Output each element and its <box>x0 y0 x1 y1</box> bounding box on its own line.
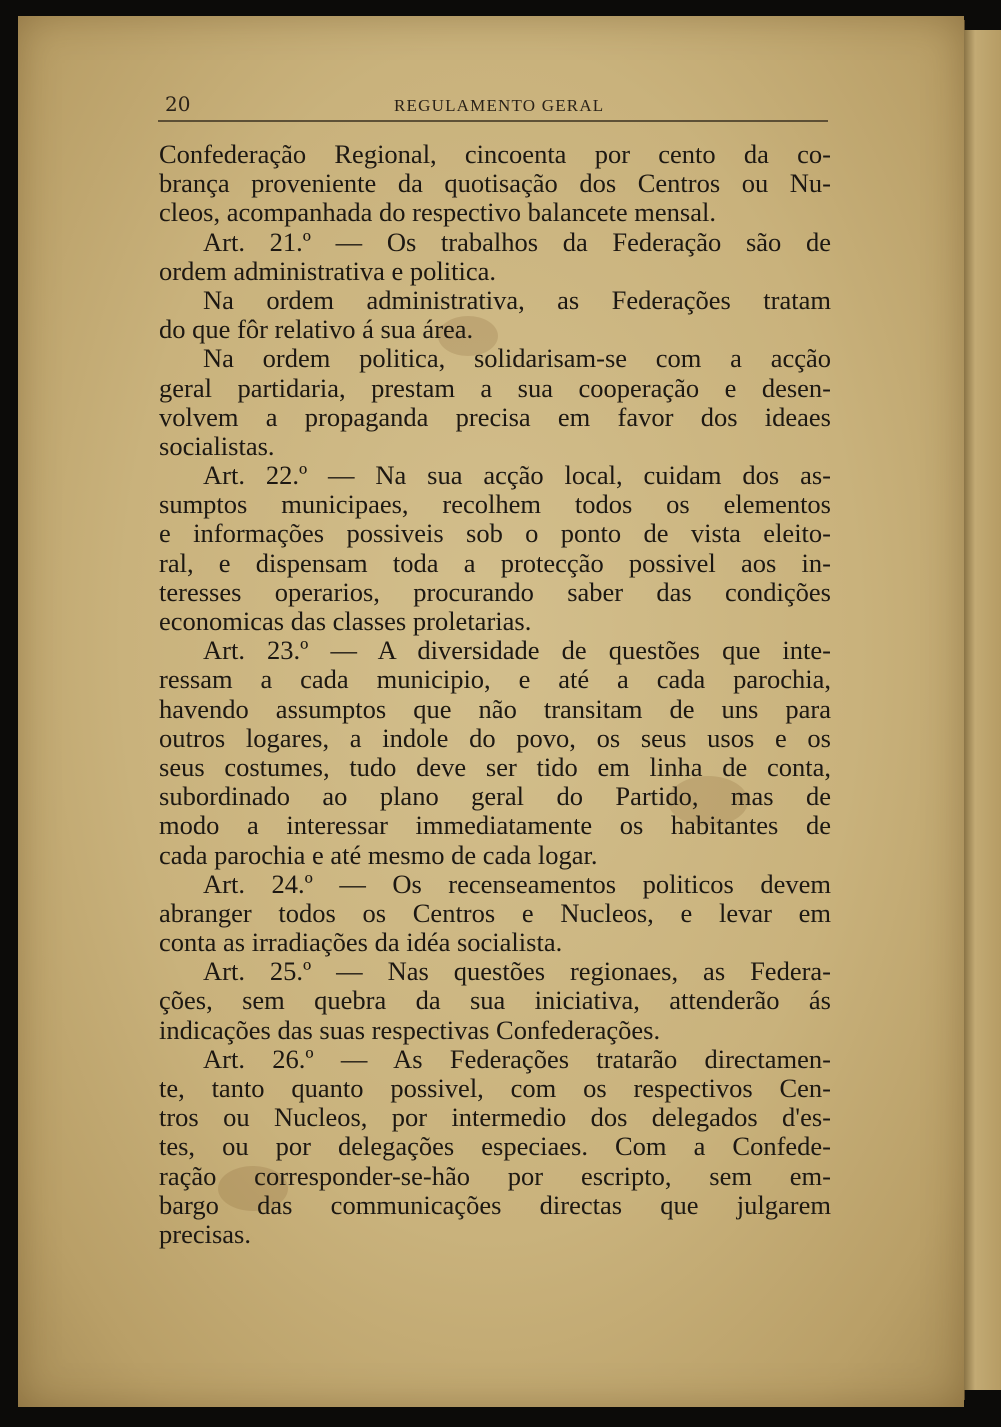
text-line: Art. 25.º — Nas questões regionaes, as Federa- <box>203 956 831 987</box>
text-line: tros ou Nucleos, por intermedio dos delegados d'es- <box>159 1102 831 1133</box>
text-line: ressam a cada municipio, e até a cada parochia, <box>159 664 831 695</box>
text-line: abranger todos os Centros e Nucleos, e levar em <box>159 897 831 928</box>
text-line: Art. 22.º — Na sua acção local, cuidam dos as- <box>203 460 831 491</box>
text-line: socialistas. <box>159 430 275 461</box>
running-head: REGULAMENTO GERAL <box>394 96 605 115</box>
text-line: havendo assumptos que não transitam de uns para <box>159 693 831 724</box>
text-line: economicas das classes proletarias. <box>159 606 532 636</box>
text-line: conta as irradiações da idéa socialista. <box>159 927 563 958</box>
text-line: ração corresponder-se-hão por escripto, sem em- <box>159 1160 831 1191</box>
header-rule <box>158 120 828 122</box>
text-line: sumptos municipaes, recolhem todos os elementos <box>159 489 831 520</box>
text-line: subordinado ao plano geral do Partido, mas de <box>159 781 831 812</box>
text-line: Art. 24.º — Os recenseamentos politicos devem <box>203 868 831 899</box>
text-line: indicações das suas respectivas Confederações. <box>159 1014 661 1045</box>
text-line: te, tanto quanto possivel, com os respectivos Cen- <box>159 1073 831 1103</box>
text-line: bargo das communicações directas que julgarem <box>159 1189 831 1220</box>
text-line: tes, ou por delegações especiaes. Com a Confede- <box>159 1131 831 1162</box>
text-line: Na ordem administrativa, as Federações tratam <box>203 284 831 315</box>
text-line: do que fôr relativo á sua área. <box>159 314 474 345</box>
text-line: precisas. <box>159 1218 251 1249</box>
text-line: Art. 23.º — A diversidade de questões que inte- <box>203 635 831 666</box>
text-line: teresses operarios, procurando saber das condições <box>159 576 831 607</box>
text-line: Na ordem politica, solidarisam-se com a acção <box>203 343 831 374</box>
text-line: seus costumes, tudo deve ser tido em linha de conta, <box>159 751 831 782</box>
text-line: brança proveniente da quotisação dos Centros ou Nu- <box>159 168 831 199</box>
text-line: Confederação Regional, cincoenta por cento da co- <box>159 139 831 169</box>
text-line: geral partidaria, prestam a sua cooperação e desen- <box>159 372 831 403</box>
document-page <box>18 16 964 1407</box>
text-line: Art. 26.º — As Federações tratarão directamen- <box>203 1043 831 1074</box>
text-line: Art. 21.º — Os trabalhos da Federação são de <box>203 226 831 257</box>
page-header <box>18 16 964 136</box>
text-line: ral, e dispensam toda a protecção possivel aos in- <box>159 547 831 578</box>
body-text <box>159 140 831 1249</box>
text-line: cleos, acompanhada do respectivo balancete mensal. <box>159 197 716 228</box>
text-line: e informações possiveis sob o ponto de vista eleito- <box>159 518 831 549</box>
page-number: 20 <box>165 92 191 116</box>
text-line: modo a interessar immediatamente os habitantes de <box>159 810 831 841</box>
text-line: cada parochia e até mesmo de cada logar. <box>159 839 598 870</box>
text-line: ordem administrativa e politica. <box>159 255 497 286</box>
text-line: outros logares, a indole do povo, os seus usos e os <box>159 722 831 753</box>
text-line: volvem a propaganda precisa em favor dos ideaes <box>159 401 831 432</box>
text-line: ções, sem quebra da sua iniciativa, attenderão ás <box>159 985 831 1016</box>
adjacent-page-edge <box>964 30 1001 1390</box>
